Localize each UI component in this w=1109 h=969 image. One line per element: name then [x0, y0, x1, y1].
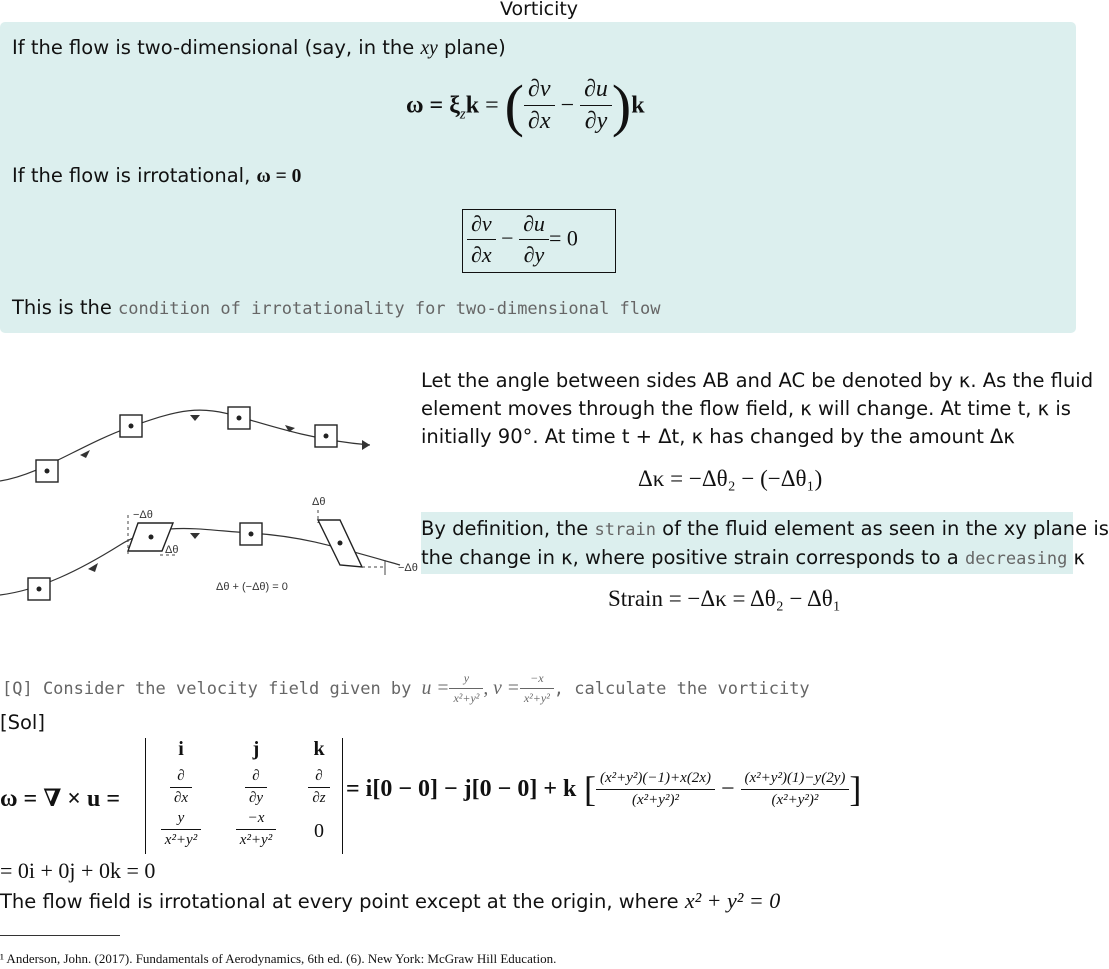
curl-rhs: = i[0 − 0] − j[0 − 0] + k [ $\frac{\text{(x²+y²)(−1)+x(2x)}}{\text{(x²+y²)²}}$ − $\frac{\text{(x²+y²)(1)−y(2y)}}{\text{(x²+y²)²}}$ ] — [346, 769, 862, 809]
label-dtheta-right: Δθ — [312, 496, 326, 508]
det-dz: $\frac{\partial}{\partial z}$ — [299, 768, 339, 807]
page-title: Vorticity — [499, 0, 579, 20]
det-i: i — [178, 738, 184, 760]
det-dy: $\frac{\partial}{\partial y}$ — [236, 768, 276, 807]
det-j: j — [252, 738, 260, 760]
irrotationality-boxed-equation: $\frac{\partial v}{\partial x}$ − $\frac{\partial u}{\partial y}$ = 0 — [462, 209, 616, 273]
fluid-element-figure — [0, 395, 420, 610]
conclusion: The flow field is irrotational at every point except at the origin, where x² + y² = 0 — [0, 888, 781, 913]
label-dtheta-left: Δθ — [165, 544, 179, 556]
text-p1-line2: element moves through the flow field, κ will change. At time t, κ is — [421, 397, 1071, 420]
det-u: $\frac{y}{\text{x²+y²}}$ — [148, 810, 214, 849]
label-minus-dtheta-right: −Δθ — [398, 562, 418, 574]
det-zero: 0 — [314, 820, 324, 842]
label-sum: Δθ + (−Δθ) = 0 — [216, 581, 288, 593]
callout-line-1: If the flow is two-dimensional (say, in the xy plane) — [12, 36, 506, 59]
vorticity-equation: $\omega = \xi_zk$ = ( $\frac{\partial v}{\partial x}$ − $\frac{\partial u}{\partial y}$ )k — [406, 73, 645, 138]
label-minus-dtheta-left: −Δθ — [133, 509, 153, 521]
footnote-rule — [0, 935, 120, 936]
callout-line-3: This is the condition of irrotationality for two-dimensional flow — [12, 296, 661, 319]
delta-kappa-equation: Δκ = −Δθ₂ − (−Δθ₁) — [638, 466, 823, 491]
text-p2-line1: By definition, the strain of the fluid element as seen in the xy plane is — [421, 517, 1109, 540]
callout-box — [0, 22, 1076, 333]
det-dx: $\frac{\partial}{\partial x}$ — [161, 768, 201, 807]
det-v: $\frac{-x}{\text{x²+y²}}$ — [223, 810, 289, 849]
det-k: k — [313, 738, 325, 760]
solution-label: [Sol] — [0, 711, 45, 734]
text-p2-line2: the change in κ, where positive strain corresponds to a decreasing κ — [421, 546, 1086, 569]
curl-lhs: ω = ∇ × u = — [0, 786, 120, 812]
text-p1-line3: initially 90°. At time t + Δt, κ has changed by the amount Δκ — [421, 425, 1015, 448]
strain-equation: Strain = −Δκ = Δθ₂ − Δθ₁ — [608, 586, 841, 611]
determinant — [145, 738, 343, 854]
curl-result: = 0i + 0j + 0k = 0 — [0, 858, 156, 883]
footnote: ¹ Anderson, John. (2017). Fundamentals of Aerodynamics, 6th ed. (6). New York: McGraw Hill Education. — [0, 951, 557, 966]
question-line: [Q] Consider the velocity field given by u = $\frac{y}{\text{x²+y²}}$ , v = $\frac{-x}{\text{x²+y²}}$ , calculate the vorticity — [2, 671, 810, 705]
text-p1-line1: Let the angle between sides AB and AC be denoted by κ. As the fluid — [421, 369, 1094, 392]
callout-line-2: If the flow is irrotational, ω = 0 — [12, 164, 302, 187]
